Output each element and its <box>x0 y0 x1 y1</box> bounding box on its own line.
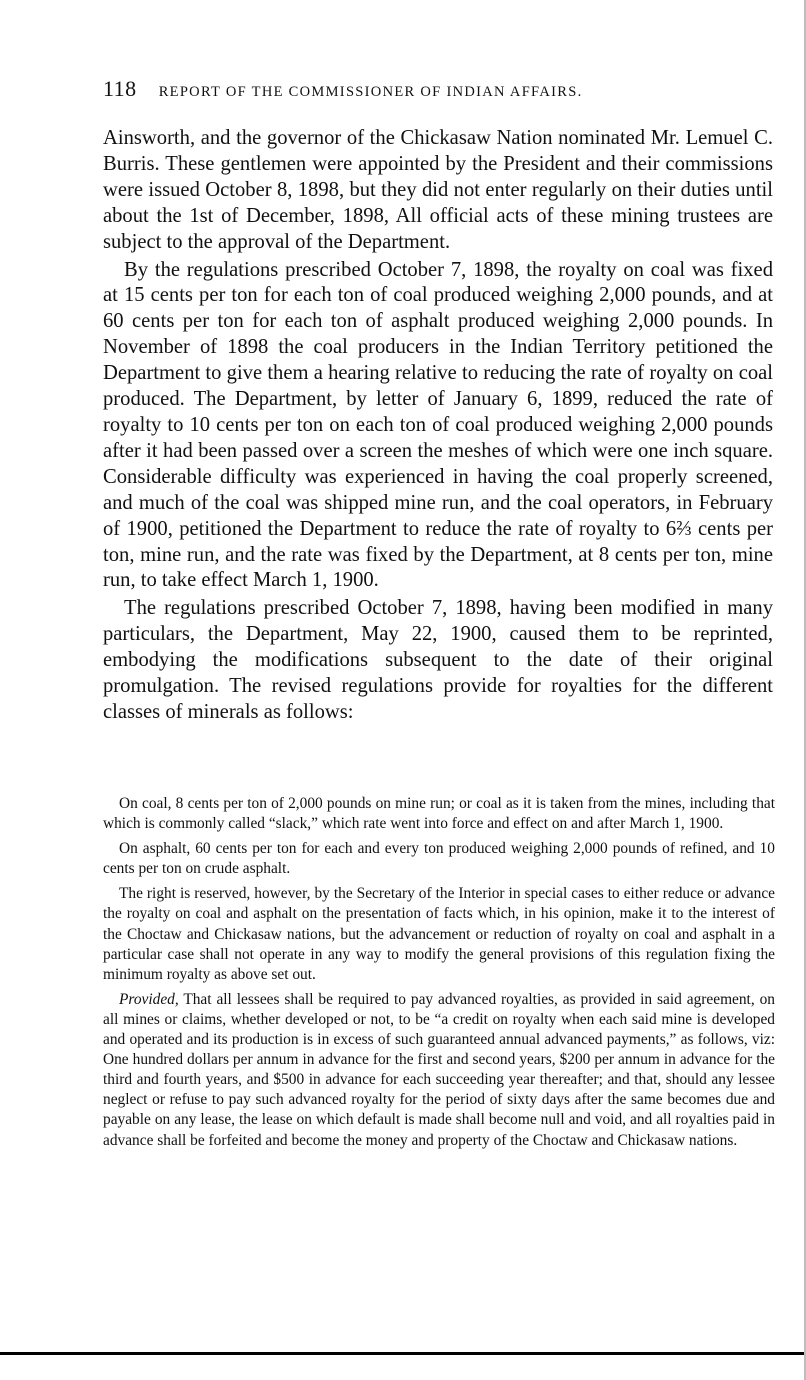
extract-provided-clause <box>103 990 775 1151</box>
quoted-regulations <box>103 794 775 1156</box>
page-number: 118 <box>103 76 137 101</box>
page-header <box>103 76 713 102</box>
extract-asphalt-royalty: On asphalt, 60 cents per ton for each and every ton produced weighing 2,000 pounds of refined, and 10 cents per ton on crude asphalt. <box>103 840 775 878</box>
paragraph-royalty-regulations: By the regulations prescribed October 7, 1898, the royalty on coal was fixed at 15 cents per ton for each ton of coal produced weighing 2,000 pounds, and at 60 cents per ton for each ton of asphalt produced weighing 2,000 pounds. In November of 1898 the coal producers in the Indian Territory petitioned the Department to give them a hearing relative to reducing the rate of royalty on coal produced. The Department, by letter of January 6, 1899, reduced the rate of royalty to 10 cents per ton on each ton of coal produced weighing 2,000 pounds after it had been passed over a screen the meshes of which were one inch square. Considerable difficulty was experienced in having the coal properly screened, and much of the coal was shipped mine run, and the coal operators, in February of 1900, petitioned the Department to reduce the rate of royalty to 6⅔ cents per ton, mine run, and the rate was fixed by the Department, at 8 cents per ton, mine run, to take effect March 1, 1900. <box>103 258 773 592</box>
paragraph-revised-regulations: The regulations prescribed October 7, 1898, having been modified in many particulars, the Department, May 22, 1900, caused them to be reprinted, embodying the modifications subsequent to the date of their original promulgation. The revised regulations provide for royalties for the different classes of minerals as follows: <box>103 597 773 723</box>
paragraph-continued: Ainsworth, and the governor of the Chickasaw Nation nominated Mr. Lemuel C. Burris. These gentlemen were appointed by the President and their commissions were issued October 8, 1898, but they did not enter regularly on their duties until about the 1st of December, 1898, All official acts of these mining trustees are subject to the approval of the Department. <box>103 127 773 253</box>
provided-lead: Provided, <box>119 990 179 1008</box>
extract-reserved-right: The right is reserved, however, by the Secretary of the Interior in special cases to either reduce or advance the royalty on coal and asphalt on the presentation of facts which, in his opinion, make it to the interest of the Choctaw and Chickasaw nations, but the advancement or reduction of royalty on coal and asphalt in a particular case shall not operate in any way to modify the general provisions of this regulation fixing the minimum royalty as above set out. <box>103 885 775 983</box>
bottom-scan-edge <box>0 1352 806 1355</box>
running-head: REPORT OF THE COMMISSIONER OF INDIAN AFFAIRS. <box>158 84 583 100</box>
body-text <box>103 126 773 728</box>
provided-rest: That all lessees shall be required to pay advanced royalties, as provided in said agreement, on all mines or claims, whether developed or not, to be “a credit on royalty when each said mine is developed and operated and its production is in excess of such guaranteed annual advanced payments,” as follows, viz: One hundred dollars per annum in advance for the first and second years, $200 per annum in advance for the third and fourth years, and $500 in advance for each succeeding year thereafter; and that, should any lessee neglect or refuse to pay such advanced royalty for the period of sixty days after the same becomes due and payable on any lease, the lease on which default is made shall become null and void, and all royalties paid in advance shall be forfeited and become the money and property of the Choctaw and Chickasaw nations. <box>103 990 775 1149</box>
extract-coal-royalty: On coal, 8 cents per ton of 2,000 pounds on mine run; or coal as it is taken from the mines, including that which is commonly called “slack,” which rate went into force and effect on and after March 1, 1900. <box>103 795 775 833</box>
